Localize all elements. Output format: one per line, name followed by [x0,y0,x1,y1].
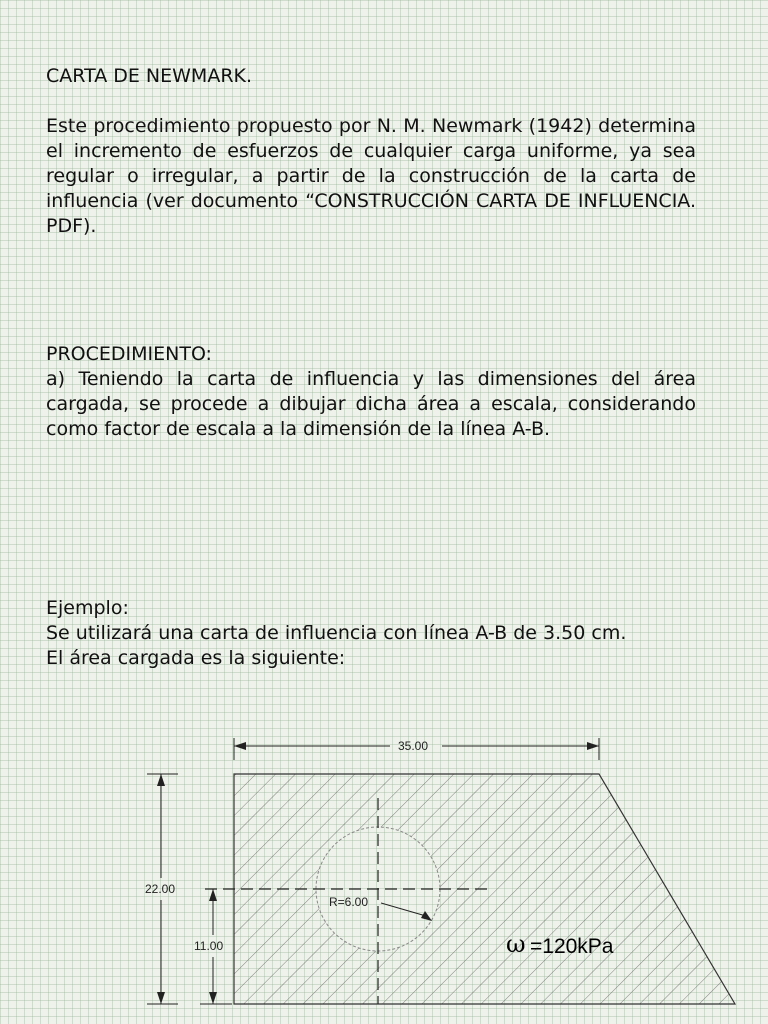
example-line-1: Se utilizará una carta de influencia con línea A-B de 3.50 cm. [46,622,627,644]
height-dimension: 22.00 [145,882,176,896]
half-height-dimension: 11.00 [194,939,224,953]
procedure-step-a: a) Teniendo la carta de influencia y las dimensiones del área cargada, se procede a dibujar dicha área a escala, considerando como factor de escala a la dimensión de la línea A-B. [46,368,696,440]
height-arrow-bottom [157,992,165,1004]
width-arrow-right [587,742,599,750]
width-arrow-left [234,742,246,750]
radius-label: R=6.00 [329,895,369,909]
intro-paragraph: Este procedimiento propuesto por N. M. Newmark (1942) determina el incremento de esfuerzos de cualquier carga uniforme, ya sea regular o irregular, a partir de la construcción de la carta de influencia (ver documento “CONSTRUCCIÓN CARTA DE INFLUENCIA. PDF). [46,115,696,237]
example-heading: Ejemplo: [46,597,129,619]
example-line-2: El área cargada es la siguiente: [46,647,346,669]
document-title: CARTA DE NEWMARK. [46,65,253,87]
half-height-arrow-top [209,889,217,901]
load-symbol: ω [506,930,526,958]
procedure-heading: PROCEDIMIENTO: [46,343,212,365]
height-arrow-top [157,774,165,786]
width-dimension: 35.00 [398,739,429,753]
load-value: =120kPa [530,935,614,958]
half-height-arrow-bottom [209,992,217,1004]
